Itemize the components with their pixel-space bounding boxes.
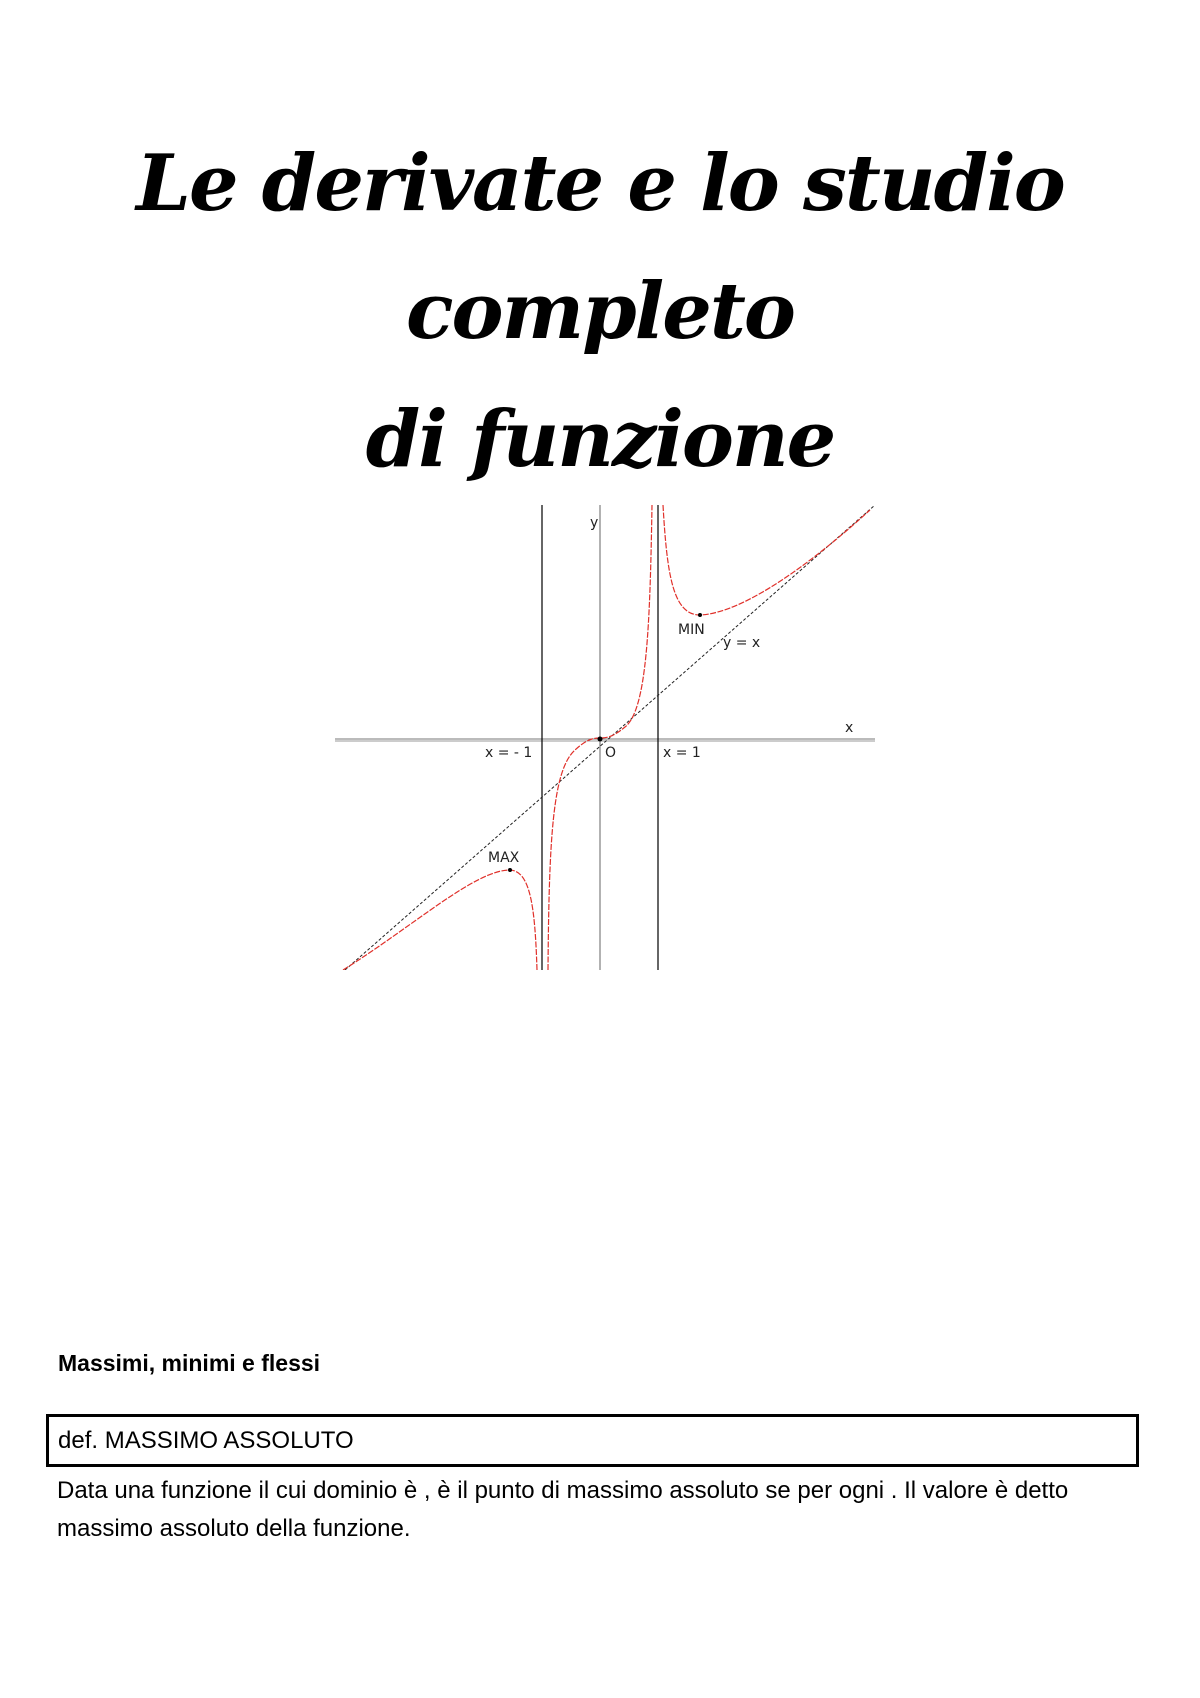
max-point	[508, 868, 512, 872]
origin-label: O	[605, 745, 617, 761]
y-axis-label: y	[590, 515, 599, 531]
definition-box	[46, 1414, 1139, 1467]
max-label: MAX	[488, 850, 520, 866]
definition-body: Data una funzione il cui dominio è , è il punto di massimo assoluto se per ogni . Il valore è detto massimo assoluto della funzione.	[57, 1477, 1069, 1542]
min-label: MIN	[678, 622, 705, 638]
asymptote-left-label: x = - 1	[485, 745, 533, 761]
document-title	[0, 120, 1200, 504]
min-point	[698, 613, 702, 617]
origin-point	[598, 737, 603, 742]
definition-title: def. MASSIMO ASSOLUTO	[58, 1427, 354, 1454]
section-heading: Massimi, minimi e flessi	[58, 1350, 321, 1376]
oblique-asymptote-label: y = x	[723, 635, 761, 651]
title-line-2: di funzione	[365, 394, 835, 485]
curve-branch-left	[343, 870, 537, 970]
asymptote-right-label: x = 1	[663, 745, 701, 761]
title-line-1: Le derivate e lo studio completo	[136, 138, 1064, 357]
x-axis-label: x	[845, 720, 854, 736]
curve-branch-right	[663, 505, 870, 615]
oblique-asymptote-line	[345, 505, 875, 970]
function-graph	[335, 505, 875, 970]
